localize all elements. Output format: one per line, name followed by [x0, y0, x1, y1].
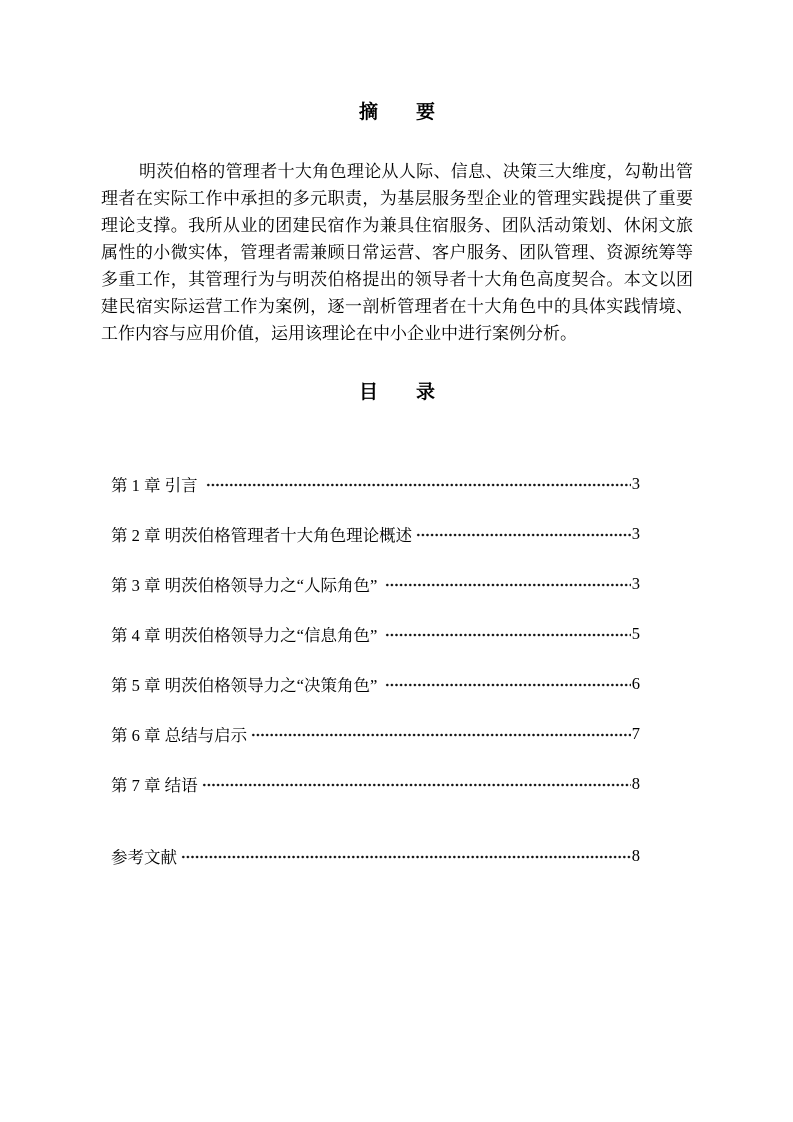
toc-entry-chapter-3[interactable]	[111, 559, 640, 609]
dot-leader	[385, 628, 630, 642]
toc-entry-label: 第 3 章 明茨伯格领导力之“人际角色”	[111, 576, 382, 595]
dot-leader	[251, 728, 631, 742]
dot-leader	[385, 578, 630, 592]
toc-entry-label: 第 5 章 明茨伯格领导力之“决策角色”	[111, 676, 382, 695]
toc-entry-page-number: 3	[631, 574, 640, 593]
toc-entry-chapter-1[interactable]	[111, 459, 640, 509]
toc-title: 目 录	[358, 382, 435, 403]
dot-leader	[206, 478, 631, 492]
dot-leader	[181, 850, 631, 864]
toc-entry-chapter-2[interactable]	[111, 509, 640, 559]
toc-entry-label: 第 2 章 明茨伯格管理者十大角色理论概述	[111, 526, 413, 545]
toc-entry-label: 第 6 章 总结与启示	[111, 726, 248, 745]
abstract-paragraph: 明茨伯格的管理者十大角色理论从人际、信息、决策三大维度，勾勒出管理者在实际工作中承担的多元职责，为基层服务型企业的管理实践提供了重要理论支撑。我所从业的团建民宿作为兼具住宿服务、团队活动策划、休闲文旅属性的小微实体，管理者需兼顾日常运营、客户服务、团队管理、资源统筹等多重工作，其管理行为与明茨伯格提出的领导者十大角色高度契合。本文以团建民宿实际运营工作为案例，逐一剖析管理者在十大角色中的具体实践情境、工作内容与应用价值，运用该理论在中小企业中进行案例分析。	[101, 162, 693, 343]
toc-entry-chapter-5[interactable]	[111, 659, 640, 709]
toc-entry-page-number: 6	[631, 674, 640, 693]
dot-leader	[202, 778, 631, 792]
toc-entry-chapter-4[interactable]	[111, 609, 640, 659]
toc-entry-page-number: 8	[631, 774, 640, 793]
dot-leader	[416, 528, 631, 542]
toc-entry-label: 参考文献	[111, 848, 177, 867]
toc-entry-page-number: 5	[631, 624, 640, 643]
toc-entry-label: 第 7 章 结语	[111, 776, 198, 795]
dot-leader	[385, 678, 630, 692]
toc-entry-references[interactable]	[111, 831, 640, 881]
toc-entry-page-number: 3	[631, 524, 640, 543]
toc-entry-label: 第 4 章 明茨伯格领导力之“信息角色”	[111, 626, 382, 645]
table-of-contents	[101, 459, 693, 881]
toc-entry-page-number: 3	[631, 474, 640, 493]
toc-entry-page-number: 8	[631, 846, 640, 865]
toc-entry-page-number: 7	[631, 724, 640, 743]
toc-entry-chapter-6[interactable]	[111, 709, 640, 759]
toc-entry-chapter-7[interactable]	[111, 759, 640, 809]
abstract-title: 摘 要	[358, 102, 435, 123]
toc-entry-label: 第 1 章 引言	[111, 476, 202, 495]
